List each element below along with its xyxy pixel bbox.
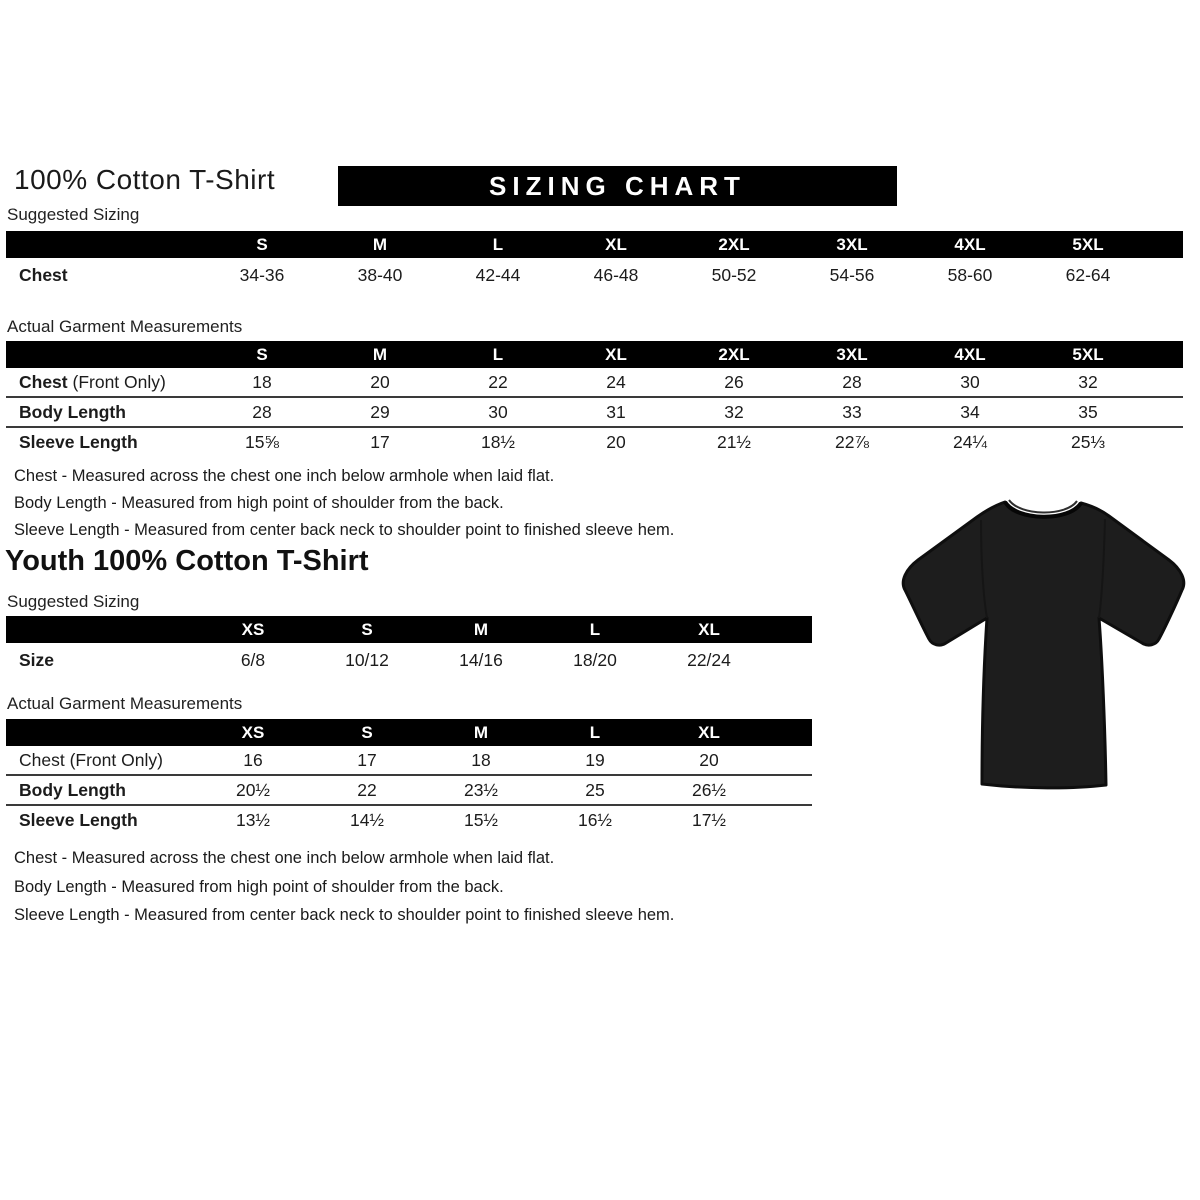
row-label: [6, 402, 203, 423]
table-cell: 25: [585, 779, 605, 800]
column-header: S: [256, 234, 268, 254]
row-label: [6, 650, 196, 671]
adult-measurement-notes: [14, 463, 674, 544]
table-row: [6, 643, 812, 677]
tshirt-photo: [891, 486, 1197, 804]
table-cell: 14/16: [459, 649, 503, 670]
column-header: S: [256, 344, 268, 364]
column-header: M: [473, 722, 489, 742]
note-line: Body Length - Measured from high point of shoulder from the back.: [14, 494, 504, 512]
column-header: S: [361, 619, 373, 639]
table-cell: 58-60: [947, 264, 993, 285]
table-cell: 62-64: [1065, 264, 1111, 285]
row-label: [6, 265, 203, 286]
column-header: XL: [698, 619, 720, 639]
youth-suggested-sizing-label: Suggested Sizing: [7, 592, 140, 611]
adult-actual-measurements-label: Actual Garment Measurements: [7, 317, 243, 336]
row-label-strong: Sleeve Length: [19, 431, 138, 452]
column-header: M: [372, 344, 388, 364]
table-cell: 17½: [691, 809, 727, 830]
table-cell: 22/24: [687, 649, 731, 670]
table-cell: 54-56: [829, 264, 875, 285]
table-header-row: [6, 719, 812, 746]
tshirt-silhouette: [903, 502, 1184, 788]
table-cell: 10/12: [345, 649, 389, 670]
column-header: 4XL: [954, 234, 986, 254]
table-cell: 19: [585, 749, 605, 770]
table-cell: 50-52: [711, 264, 757, 285]
table-cell: 20½: [235, 779, 271, 800]
column-header: 3XL: [836, 234, 868, 254]
table-cell: 22: [488, 371, 508, 392]
table-row: [6, 774, 812, 804]
youth-actual-measurements-table: [6, 719, 812, 834]
column-header: XS: [241, 619, 265, 639]
table-cell: 38-40: [357, 264, 403, 285]
table-cell: 35: [1078, 401, 1098, 422]
table-cell: 20: [606, 431, 626, 452]
table-cell: 29: [370, 401, 390, 422]
table-cell: 28: [252, 401, 272, 422]
table-cell: 23½: [463, 779, 499, 800]
page-title: 100% Cotton T-Shirt: [14, 164, 276, 195]
table-cell: 34: [960, 401, 980, 422]
column-header: L: [492, 234, 504, 254]
column-header: XL: [605, 234, 627, 254]
table-row: [6, 746, 812, 774]
table-cell: 24¼: [952, 431, 988, 452]
youth-measurement-notes: [14, 844, 674, 930]
table-cell: 6/8: [240, 649, 266, 670]
table-cell: 16½: [577, 809, 613, 830]
column-header: XL: [605, 344, 627, 364]
column-header: M: [372, 234, 388, 254]
table-cell: 20: [370, 371, 390, 392]
table-row: [6, 396, 1183, 426]
table-cell: 18: [471, 749, 491, 770]
table-cell: 22: [357, 779, 377, 800]
table-cell: 18½: [480, 431, 516, 452]
table-cell: 17: [370, 431, 390, 452]
table-header-row: [6, 231, 1183, 258]
note-line: Body Length - Measured from high point of shoulder from the back.: [14, 877, 504, 896]
youth-suggested-sizing-table: [6, 616, 812, 677]
table-row: [6, 258, 1183, 292]
column-header: 5XL: [1072, 344, 1104, 364]
table-cell: 13½: [235, 809, 271, 830]
sizing-chart-banner: SIZING CHART: [338, 166, 897, 206]
table-row: [6, 804, 812, 834]
table-cell: 18: [252, 371, 272, 392]
table-cell: 21½: [716, 431, 752, 452]
column-header: 5XL: [1072, 234, 1104, 254]
table-cell: 14½: [349, 809, 385, 830]
black-tshirt-graphic: [891, 486, 1197, 804]
column-header: L: [589, 722, 601, 742]
table-cell: 33: [842, 401, 862, 422]
row-label: [6, 810, 196, 831]
column-header: 4XL: [954, 344, 986, 364]
table-cell: 28: [842, 371, 862, 392]
table-cell: 46-48: [593, 264, 639, 285]
table-cell: 22⅞: [834, 431, 870, 452]
table-cell: 20: [699, 749, 719, 770]
row-label-strong: Sleeve Length: [19, 809, 138, 830]
adult-actual-measurements-table: [6, 341, 1183, 456]
table-cell: 30: [960, 371, 980, 392]
table-cell: 31: [606, 401, 626, 422]
table-row: [6, 368, 1183, 396]
row-label-strong: Body Length: [19, 779, 126, 800]
column-header: S: [361, 722, 373, 742]
column-header: 2XL: [718, 234, 750, 254]
table-header-row: [6, 341, 1183, 368]
row-label: [6, 750, 196, 771]
note-line: Sleeve Length - Measured from center back neck to shoulder point to finished sleeve hem.: [14, 521, 675, 539]
table-cell: 15⅝: [244, 431, 280, 452]
table-cell: 34-36: [239, 264, 285, 285]
table-cell: 30: [488, 401, 508, 422]
table-cell: 25⅓: [1070, 431, 1106, 452]
table-cell: 18/20: [573, 649, 617, 670]
row-label-strong: Chest: [19, 264, 68, 285]
adult-suggested-sizing-label: Suggested Sizing: [7, 205, 140, 224]
table-cell: 17: [357, 749, 377, 770]
row-label-strong: Chest: [19, 371, 68, 392]
table-row: [6, 426, 1183, 456]
column-header: XL: [698, 722, 720, 742]
column-header: XS: [241, 722, 265, 742]
column-header: 3XL: [836, 344, 868, 364]
note-line: Sleeve Length - Measured from center back neck to shoulder point to finished sleeve hem.: [14, 906, 675, 924]
row-label-strong: Body Length: [19, 401, 126, 422]
table-cell: 26: [724, 371, 744, 392]
youth-actual-measurements-label: Actual Garment Measurements: [7, 694, 243, 713]
row-label: [6, 780, 196, 801]
column-header: L: [589, 619, 601, 639]
table-header-row: [6, 616, 812, 643]
row-label: [6, 372, 203, 393]
table-cell: 16: [243, 749, 263, 770]
table-cell: 32: [1078, 371, 1098, 392]
table-cell: 26½: [691, 779, 727, 800]
row-label-normal: Chest (Front Only): [19, 749, 163, 770]
row-label: [6, 432, 203, 453]
adult-suggested-sizing-table: [6, 231, 1183, 292]
row-label-normal: (Front Only): [67, 371, 166, 392]
note-line: Chest - Measured across the chest one inch below armhole when laid flat.: [14, 849, 555, 867]
note-line: Chest - Measured across the chest one inch below armhole when laid flat.: [14, 467, 555, 485]
youth-title: Youth 100% Cotton T-Shirt: [5, 545, 369, 577]
table-cell: 24: [606, 371, 626, 392]
row-label-strong: Size: [19, 649, 55, 670]
column-header: M: [473, 619, 489, 639]
column-header: L: [492, 344, 504, 364]
table-cell: 15½: [463, 809, 499, 830]
column-header: 2XL: [718, 344, 750, 364]
table-cell: 42-44: [475, 264, 521, 285]
table-cell: 32: [724, 401, 744, 422]
